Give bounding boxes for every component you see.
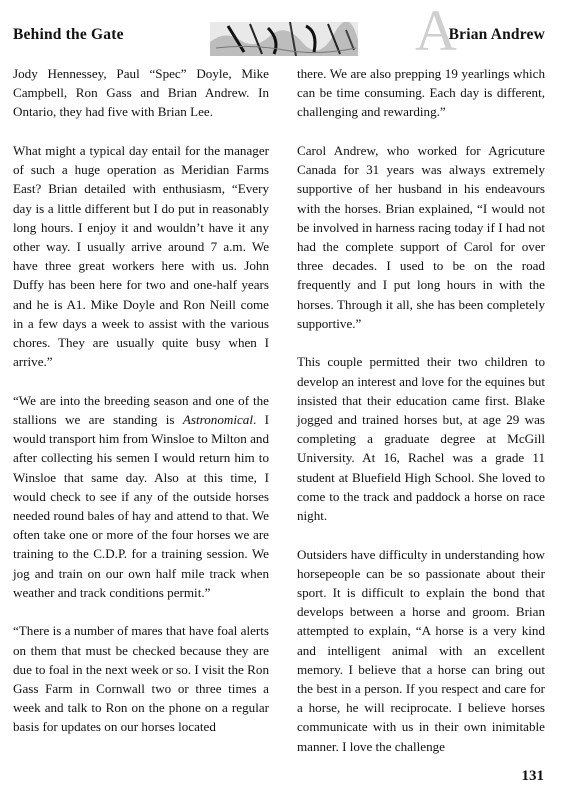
horse-line-art-icon <box>210 22 358 56</box>
paragraph: This couple permitted their two children to develop an interest and love for the equines but insisted that their education came first. Blake jogged and trained horses but, at age 29 was completing a graduate degree at McGill University. At 16, Rachel was a grade 11 student at Bluefield High School. She loved to come to the track and paddock a horse on race night. <box>297 354 545 524</box>
page-number: 131 <box>521 768 544 784</box>
paragraph: “There is a number of mares that have foal alerts on them that must be checked because they are due to foal in the next week or so. I visit the Ron Gass Farm in Cornwall two or three times a week and talk to Ron on the phone on a regular basis for updates on our horses located <box>13 623 269 735</box>
paragraph: Outsiders have difficulty in understanding how horsepeople can be so passionate about their sport. It is difficult to explain the bond that develops between a horse and groom. Brian attempted to explain, “A horse is a very kind and intelligent animal with an excellent memory. I believe that a horse can bring out the best in a person. If you respect and care for a horse, he will reciprocate. I believe horses communicate with us in their own inimitable manner. I love the challenge <box>297 546 545 754</box>
paragraph: What might a typical day entail for the manager of such a huge operation as Meridian Farms East? Brian detailed with enthusiasm, “Every day is a little different but I do put in reasonably long hours. I enjoy it and wouldn’t have it any other way. I usually arrive around 7 a.m. We have three great workers here with us. John Duffy has been here for two and one-half years and he is A1. Mike Doyle and Ron Neill come in a few days a week to assist with the various chores. They are usually quite busy when I arrive.” <box>13 143 269 370</box>
right-column <box>297 64 545 775</box>
initial-letter-watermark: A <box>415 0 457 63</box>
page-header <box>0 0 567 62</box>
paragraph: “We are into the breeding season and one of the stallions we are standing is Astronomical. I would transport him from Winsloe to Milton and after collecting his semen I would return him to Winsloe that same day. Also at this time, I would check to see if any of the outside horses needed round bales of hay and attend to that. We often take one or more of the four horses we are training to the C.D.P. for a training session. We jog and train on our own half mile track when weather and track conditions permit.” <box>13 392 269 600</box>
horse-name: Astronomical <box>182 412 253 428</box>
section-title: Behind the Gate <box>13 26 124 43</box>
paragraph: there. We are also prepping 19 yearlings which can be time consuming. Each day is different, challenging and rewarding.” <box>297 66 545 120</box>
paragraph: Carol Andrew, who worked for Agricuture Canada for 31 years was always extremely supportive of her husband in his endeavours with the horses. Brian explained, “I would not be involved in harness racing today if I had not had the complete support of Carol for over three decades. I used to be on the road frequently and I put long hours in with the horses. Through it all, she has been completely supportive.” <box>297 143 545 331</box>
author-name: Brian Andrew <box>448 26 545 43</box>
left-column <box>13 64 269 756</box>
paragraph: Jody Hennessey, Paul “Spec” Doyle, Mike Campbell, Ron Gass and Brian Andrew. In Ontario, they had five with Brian Lee. <box>13 66 269 120</box>
